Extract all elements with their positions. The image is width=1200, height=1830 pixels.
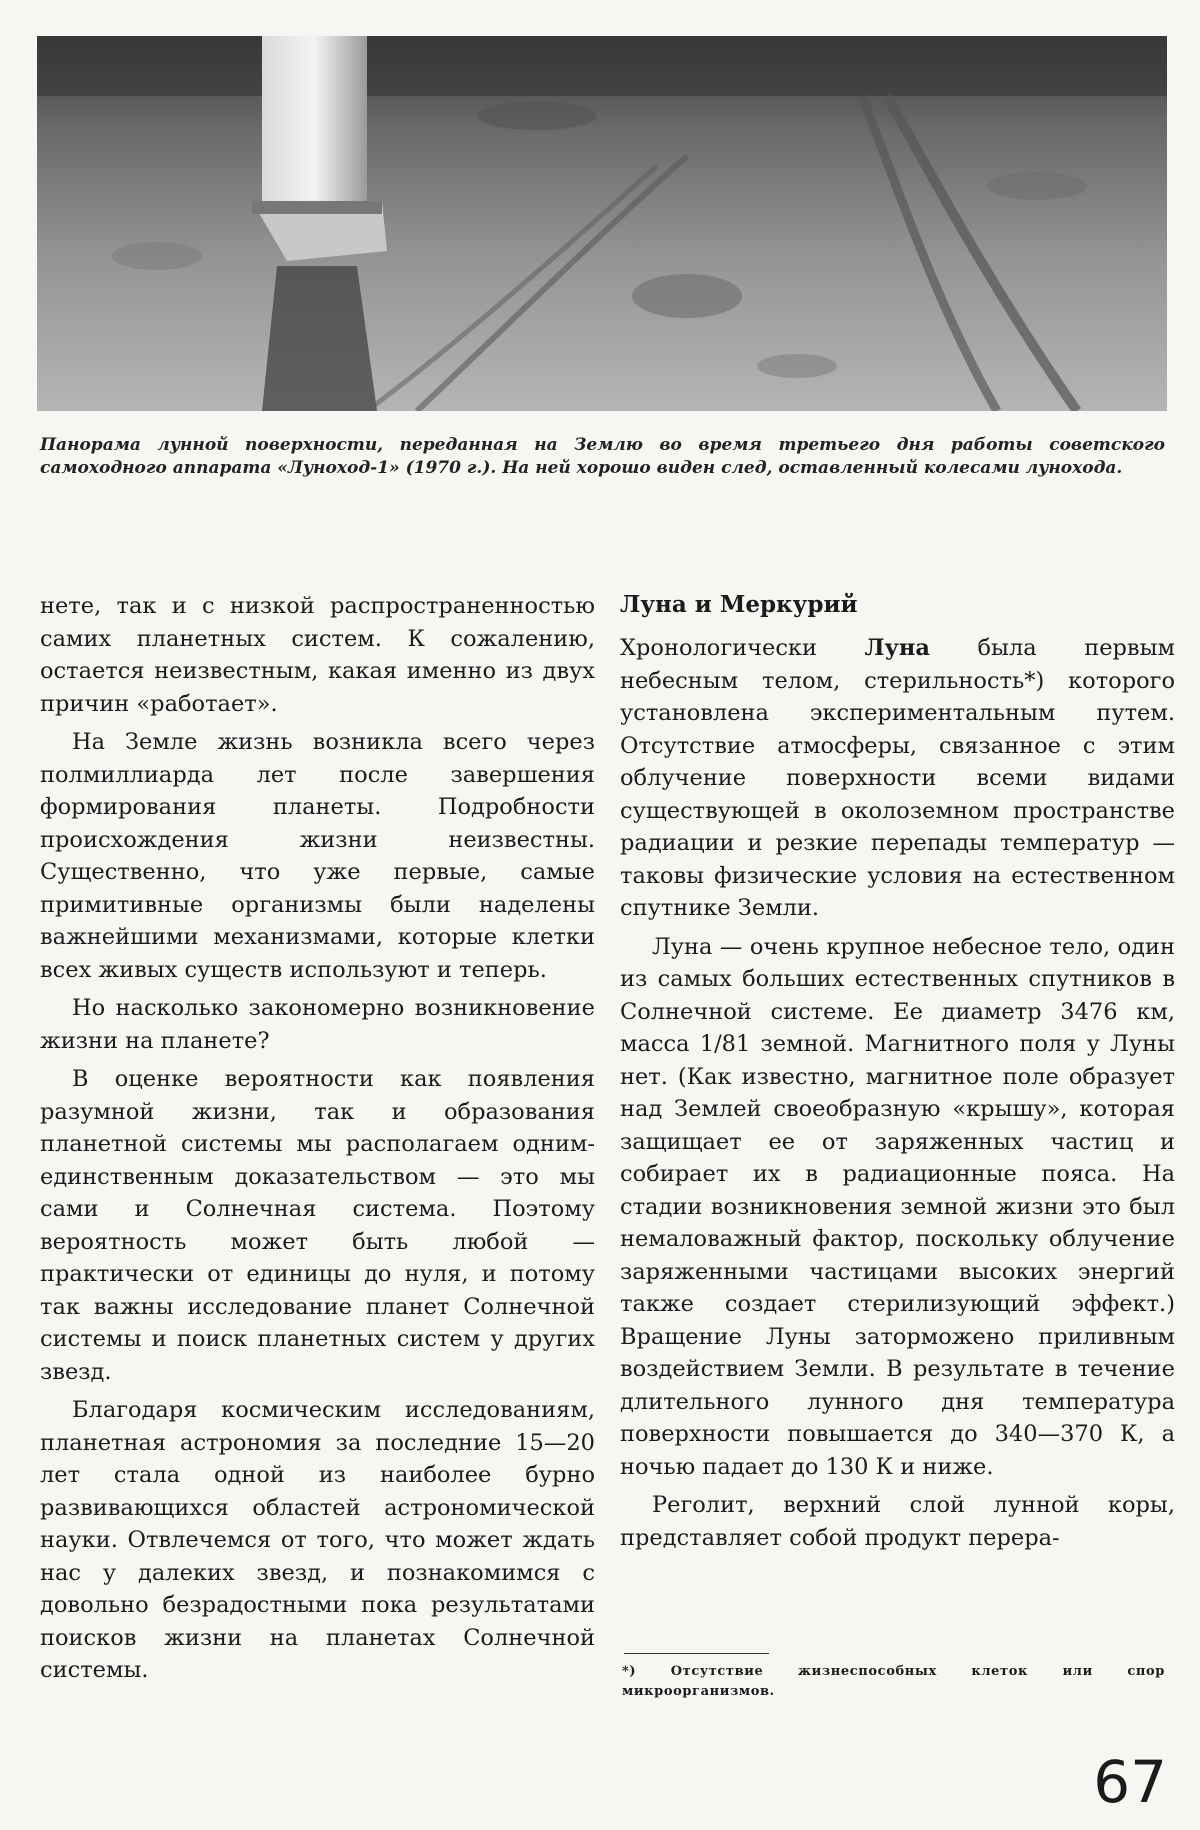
bold-term: Луна	[864, 635, 930, 661]
paragraph: Но насколько закономерно возникновение жизни на планете?	[40, 995, 595, 1054]
paragraph: нете, так и с низкой распространенностью самих планетных систем. К сожалению, остается неизвестным, какая именно из двух причин «работает».	[40, 593, 595, 717]
paragraph	[620, 632, 1175, 925]
paragraph: В оценке вероятности как появления разумной жизни, так и образования планетной системы мы располагаем одним-единственным доказательством — это мы сами и Солнечная система. Поэтому вероятность может быть любой — практически от единицы до нуля, и потому так важны исследование планет Солнечной системы и поиск планетных систем у других звезд.	[40, 1066, 595, 1385]
footnote-divider	[624, 1653, 769, 1654]
lunar-surface-illustration	[37, 36, 1167, 411]
paragraph-body: была первым небесным телом, стерильность*) которого установлена экспериментальным путем. Отсутствие атмосферы, связанное с этим облучение поверхности всеми видами существующей в околоземном пространстве радиации и резкие перепады температур — таковы физические условия на естественном спутнике Земли.	[620, 635, 1176, 921]
paragraph: Реголит, верхний слой лунной коры, представляет собой продукт перера-	[620, 1492, 1175, 1551]
section-heading: Луна и Меркурий	[620, 591, 858, 618]
footnote: *) Отсутствие жизнеспособных клеток или спор микроорганизмов.	[622, 1664, 1165, 1699]
left-column	[40, 590, 595, 1687]
paragraph-lead: Хронологически	[620, 635, 865, 661]
paragraph: На Земле жизнь возникла всего через полмиллиарда лет после завершения формирования планеты. Подробности происхождения жизни неизвестны. Существенно, что уже первые, самые примитивные организмы были наделены важнейшими механизмами, которые клетки всех живых существ используют и теперь.	[40, 729, 595, 983]
page-number: 67	[1093, 1748, 1167, 1816]
figure-caption: Панорама лунной поверхности, переданная на Землю во время третьего дня работы советского самоходного аппарата «Луноход-1» (1970 г.). На ней хорошо виден след, оставленный колесами лунохода.	[40, 435, 1165, 478]
right-column	[620, 590, 1175, 1554]
paragraph: Луна — очень крупное небесное тело, один из самых больших естественных спутников в Солнечной системе. Ее диаметр 3476 км, масса 1/81 земной. Магнитного поля у Луны нет. (Как известно, магнитное поле образует над Землей своеобразную «крышу», которая защищает ее от заряженных частиц и собирает их в радиационные пояса. На стадии возникновения земной жизни это был немаловажный фактор, поскольку облучение заряженными частицами высоких энергий также создает стерилизующий эффект.) Вращение Луны заторможено приливным воздействием Земли. В результате в течение длительного лунного дня температура поверхности повышается до 340—370 К, а ночью падает до 130 К и ниже.	[620, 933, 1175, 1480]
lunar-surface-photo	[37, 36, 1167, 411]
paragraph: Благодаря космическим исследованиям, планетная астрономия за последние 15—20 лет стала одной из наиболее бурно развивающихся областей астрономической науки. Отвлечемся от того, что может ждать нас у далеких звезд, и познакомимся с довольно безрадостными пока результатами поисков жизни на планетах Солнечной системы.	[40, 1397, 595, 1683]
